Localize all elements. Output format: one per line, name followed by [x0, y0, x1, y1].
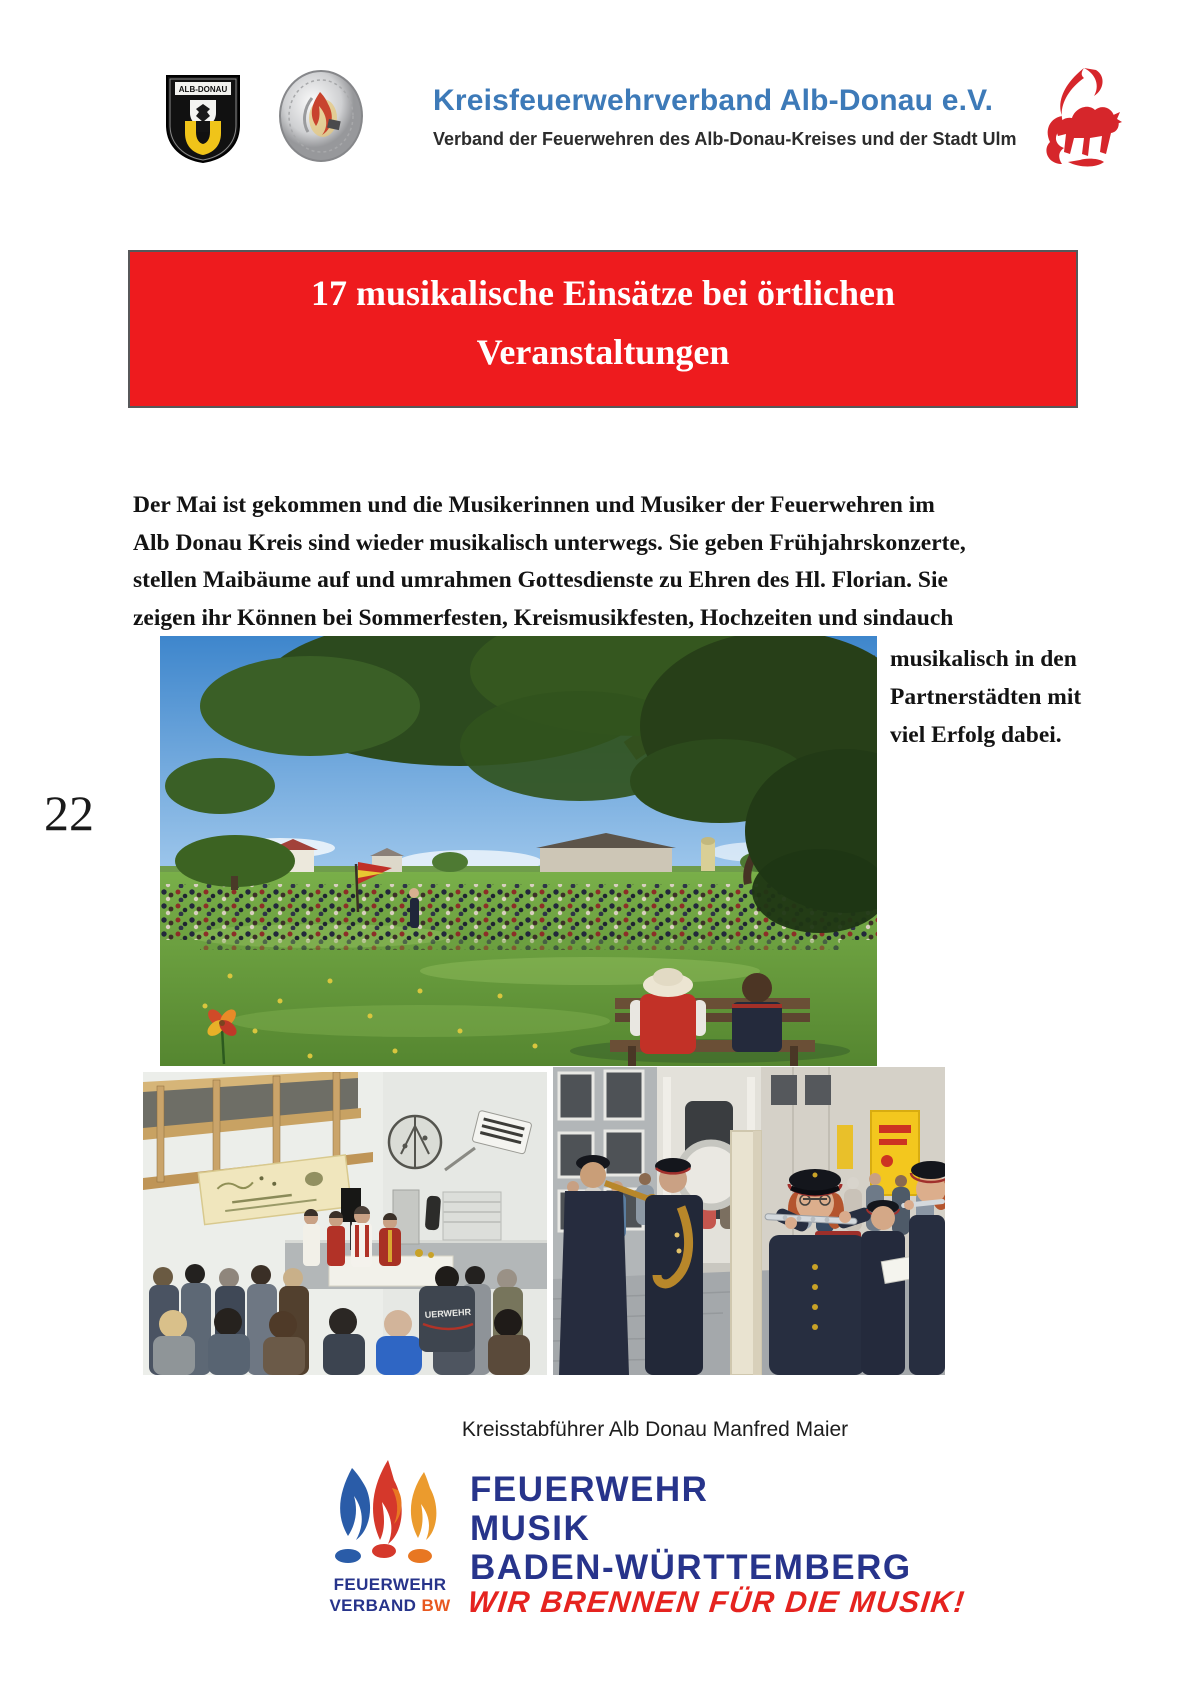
verband-bw: BW [421, 1596, 451, 1615]
article-line: Der Mai ist gekommen und die Musikerinnen und Musiker der Feuerwehren im [133, 492, 935, 518]
bw-flame-lion-icon [1038, 66, 1122, 170]
feuerwehrverband-medal-icon [276, 68, 366, 164]
feuerwehrverband-bw-flames-icon [326, 1458, 454, 1570]
verband-line-2: VERBAND BW [329, 1596, 451, 1615]
photo-indoor-service [143, 1072, 547, 1375]
org-subtitle: Verband der Feuerwehren des Alb-Donau-Kreises und der Stadt Ulm [433, 129, 1017, 149]
crest-label: ALB-DONAU [178, 85, 228, 94]
alb-donau-crest-icon [163, 73, 243, 165]
header-text [433, 84, 1033, 150]
article-line: Alb Donau Kreis sind wieder musikalisch unterwegs. Sie geben Frühjahrskonzerte, [133, 529, 966, 556]
photo-meadow-concert [160, 636, 877, 1066]
photo-caption: Kreisstabführer Alb Donau Manfred Maier [461, 1418, 849, 1441]
brand-line: MUSIK [470, 1509, 591, 1548]
feuerwehr-musik-bw-wordmark [470, 1470, 912, 1587]
article-line: stellen Maibäume auf und umrahmen Gottesdienste zu Ehren des Hl. Florian. Sie [133, 567, 948, 593]
banner-line-2: Veranstaltungen [476, 332, 730, 372]
page-number: 22 [44, 785, 94, 841]
brand-tagline: WIR BRENNEN FÜR DIE MUSIK! [466, 1586, 968, 1619]
article-side-text [890, 640, 1150, 754]
jacket-text: UERWEHR [424, 1306, 472, 1320]
brand-line: BADEN-WÜRTTEMBERG [470, 1548, 912, 1587]
feuerwehrverband-bw-wordmark [300, 1574, 480, 1616]
verband-line-1: FEUERWEHR [333, 1575, 447, 1594]
article-side-line: Partnerstädten mit [890, 684, 1082, 710]
banner-line-1: 17 musikalische Einsätze bei örtlichen [311, 273, 895, 313]
article-line: zeigen ihr Können bei Sommerfesten, Kreismusikfesten, Hochzeiten und sindauch [133, 604, 954, 631]
brand-line: FEUERWEHR [470, 1470, 709, 1509]
article-paragraph [133, 487, 1143, 637]
article-side-line: viel Erfolg dabei. [890, 722, 1062, 748]
org-title: Kreisfeuerwehrverband Alb-Donau e.V. [433, 84, 994, 117]
photo-marching-band [553, 1067, 945, 1375]
title-banner [128, 250, 1078, 408]
article-side-line: musikalisch in den [890, 646, 1077, 672]
